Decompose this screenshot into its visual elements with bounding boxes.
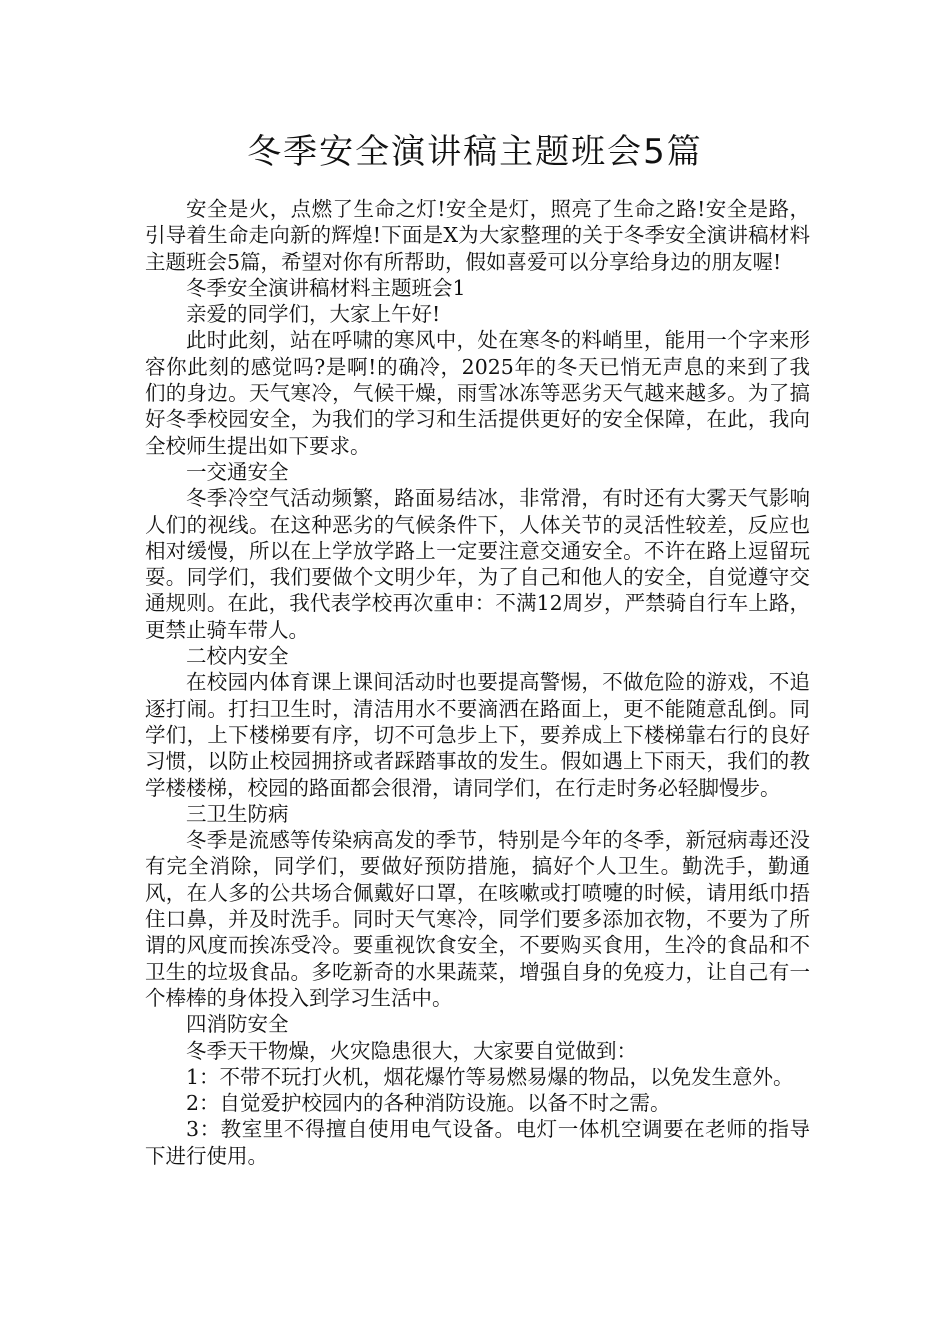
document-body (145, 196, 810, 1169)
subheading-traffic: 一交通安全 (186, 459, 289, 484)
subheading-hygiene: 三卫生防病 (186, 801, 289, 826)
subheading-campus: 二校内安全 (186, 644, 289, 669)
body-paragraph: 在校园内体育课上课间活动时也要提高警惕，不做危险的游戏，不追逐打闹。打扫卫生时，清洁用水不要滴洒在路面上，更不能随意乱倒。同学们，上下楼梯要有序，切不可急步上下，要养成上下楼梯靠右行的良好习惯，以防止校园拥挤或者踩踏事故的发生。假如遇上下雨天，我们的教学楼楼梯，校园的路面都会很滑，请同学们，在行走时务必轻脚慢步。 (145, 670, 810, 800)
body-paragraph: 冬季天干物燥，火灾隐患很大，大家要自觉做到： (186, 1038, 637, 1063)
body-paragraph: 冬季是流感等传染病高发的季节，特别是今年的冬季，新冠病毒还没有完全消除，同学们，要做好预防措施，搞好个人卫生。勤洗手，勤通风，在人多的公共场合佩戴好口罩，在咳嗽或打喷嚏的时候，请用纸巾捂住口鼻，并及时洗手。同时天气寒冷，同学们要多添加衣物，不要为了所谓的风度而挨冻受冷。要重视饮食安全，不要购买食用，生冷的食品和不卫生的垃圾食品。多吃新奇的水果蔬菜，增强自身的免疫力，让自己有一个棒棒的身体投入到学习生活中。 (145, 828, 810, 1010)
body-paragraph: 此时此刻，站在呼啸的寒风中，处在寒冬的料峭里，能用一个字来形容你此刻的感觉吗?是啊!的确冷，2025年的冬天已悄无声息的来到了我们的身边。天气寒冷，气候干燥，雨雪冰冻等恶劣天气越来越多。为了搞好冬季校园安全，为我们的学习和生活提供更好的安全保障，在此，我向全校师生提出如下要求。 (145, 328, 810, 458)
list-item: 1：不带不玩打火机，烟花爆竹等易燃易爆的物品，以免发生意外。 (186, 1064, 794, 1089)
list-item: 2：自觉爱护校园内的各种消防设施。以备不时之需。 (186, 1091, 671, 1116)
intro-paragraph: 安全是火，点燃了生命之灯!安全是灯，照亮了生命之路!安全是路，引导着生命走向新的辉煌!下面是X为大家整理的关于冬季安全演讲稿材料主题班会5篇，希望对你有所帮助，假如喜爱可以分享给身边的朋友喔! (145, 197, 810, 274)
document-title: 冬季安全演讲稿主题班会5篇 (247, 132, 703, 172)
body-paragraph: 冬季冷空气活动频繁，路面易结冰，非常滑，有时还有大雾天气影响人们的视线。在这种恶劣的气候条件下，人体关节的灵活性较差，反应也相对缓慢，所以在上学放学路上一定要注意交通安全。不许在路上逗留玩耍。同学们，我们要做个文明少年，为了自己和他人的安全，自觉遵守交通规则。在此，我代表学校再次重申：不满12周岁，严禁骑自行车上路，更禁止骑车带人。 (145, 486, 810, 642)
greeting-paragraph: 亲爱的同学们，大家上午好! (186, 302, 441, 327)
list-item: 3：教室里不得擅自使用电气设备。电灯一体机空调要在老师的指导下进行使用。 (145, 1117, 810, 1168)
subheading-fire: 四消防安全 (186, 1012, 289, 1037)
section-heading: 冬季安全演讲稿材料主题班会1 (186, 275, 466, 300)
